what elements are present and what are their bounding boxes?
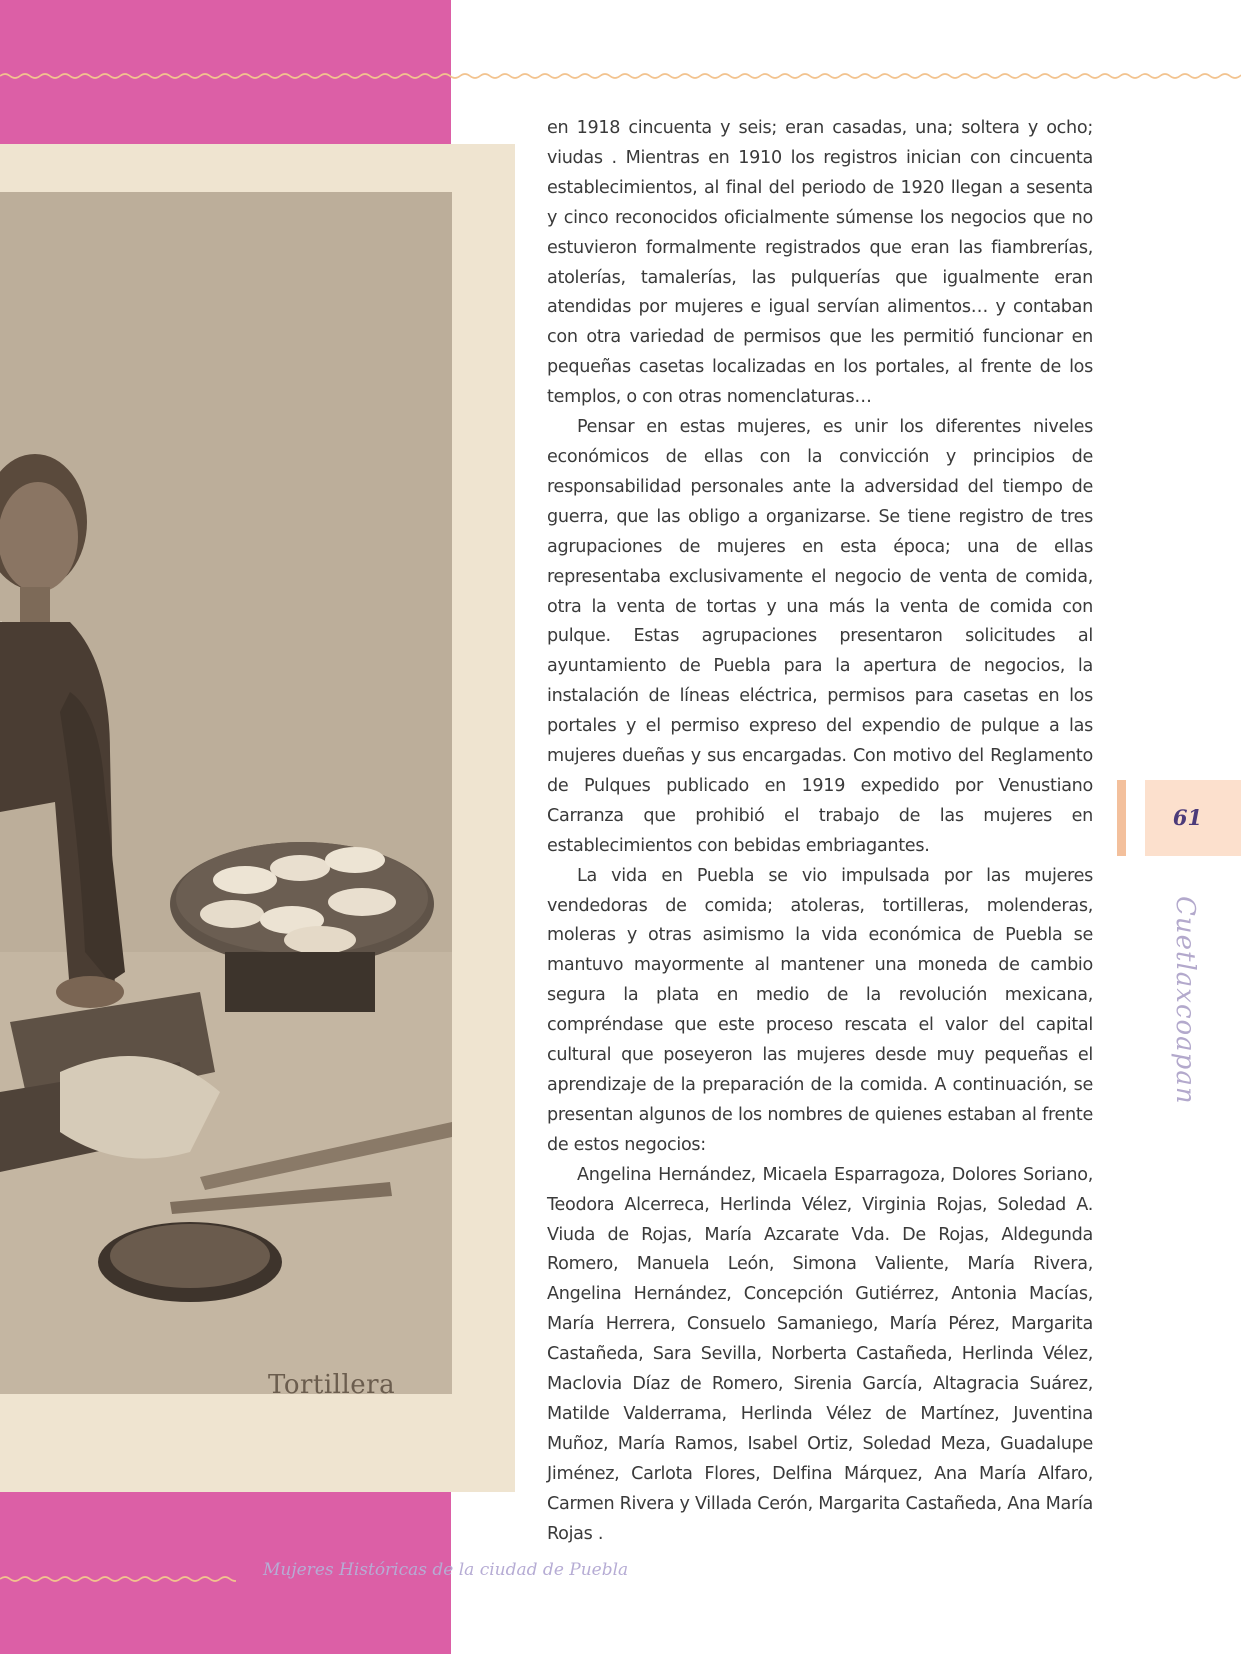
wavy-line-top [0,70,1241,82]
paragraph: Angelina Hernández, Micaela Esparragoza, Dolores Soriano, Teodora Alcerreca, Herlinda Vélez, Virginia Rojas, Soledad A. Viuda de Rojas, María Azcarate Vda. De Rojas, Aldegunda Romero, Manuela León, Simona Valiente, María Rivera, Angelina Hernández, Concepción Gutiérrez, Antonia Macías, María Herrera, Consuelo Samaniego, María Pérez, Margarita Castañeda, Sara Sevilla, Norberta Castañeda, Herlinda Vélez, Maclovia Díaz de Romero, Sirenia García, Altagracia Suárez, Matilde Valderrama, Herlinda Vélez de Martínez, Juventina Muñoz, María Ramos, Isabel Ortiz, Soledad Meza, Guadalupe Jiménez, Carlota Flores, Delfina Márquez, Ana María Alfaro, Carmen Rivera y Villada Cerón, Margarita Castañeda, Ana María Rojas . [547,1164,1093,1544]
tortillera-photo [0,144,515,1492]
footer-title: Mujeres Históricas de la ciudad de Puebla [263,1560,629,1580]
wavy-divider-top [0,70,1241,82]
body-text [547,114,1093,1550]
photo-caption: Tortillera [268,1370,396,1400]
page-tab-stripe [1117,780,1126,856]
paragraph: La vida en Puebla se vio impulsada por las mujeres vendedoras de comida; atoleras, tortilleras, molenderas, moleras y otras asimismo la vida económica de Puebla se mantuvo mayormente al mantener una moneda de cambio segura la plata en medio de la revolución mexicana, compréndase que este proceso rescata el valor del capital cultural que poseyeron las mujeres desde muy pequeñas el aprendizaje de la preparación de la comida. A continuación, se presentan algunos de los nombres de quienes estaban al frente de estos negocios: [547,865,1093,1155]
side-title: Cuetlaxcoapan [1170,896,1200,1105]
tortillera-illustration [0,192,452,1394]
wavy-divider-bottom [0,1573,236,1585]
page-number-tab [1145,780,1241,856]
paragraph: Pensar en estas mujeres, es unir los diferentes niveles económicos de ellas con la convicción y principios de responsabilidad personales ante la adversidad del tiempo de guerra, que las obligo a organizarse. Se tiene registro de tres agrupaciones de mujeres en esta época; una de ellas representaba exclusivamente el negocio de venta de comida, otra la venta de tortas y una más la venta de comida con pulque. Estas agrupaciones presentaron solicitudes al ayuntamiento de Puebla para la apertura de negocios, la instalación de líneas eléctrica, permisos para casetas en los portales y el permiso expreso del expendio de pulque a las mujeres dueñas y sus encargadas. Con motivo del Reglamento de Pulques publicado en 1919 expedido por Venustiano Carranza que prohibió el trabajo de las mujeres en establecimientos con bebidas embriagantes. [547,417,1093,856]
page-number: 61 [1172,805,1203,830]
photo-image-area [0,192,452,1394]
paragraph: en 1918 cincuenta y seis; eran casadas, una; soltera y ocho; viudas . Mientras en 1910 los registros inician con cincuenta establecimientos, al final del periodo de 1920 llegan a sesenta y cinco reconocidos oficialmente súmense los negocios que no estuvieron formalmente registrados que eran las fiambrerías, atolerías, tamalerías, las pulquerías que igualmente eran atendidas por mujeres e igual servían alimentos… y contaban con otra variedad de permisos que les permitió funcionar en pequeñas casetas localizadas en los portales, al frente de los templos, o con otras nomenclaturas… [547,118,1093,408]
wavy-line-bottom [0,1573,236,1585]
